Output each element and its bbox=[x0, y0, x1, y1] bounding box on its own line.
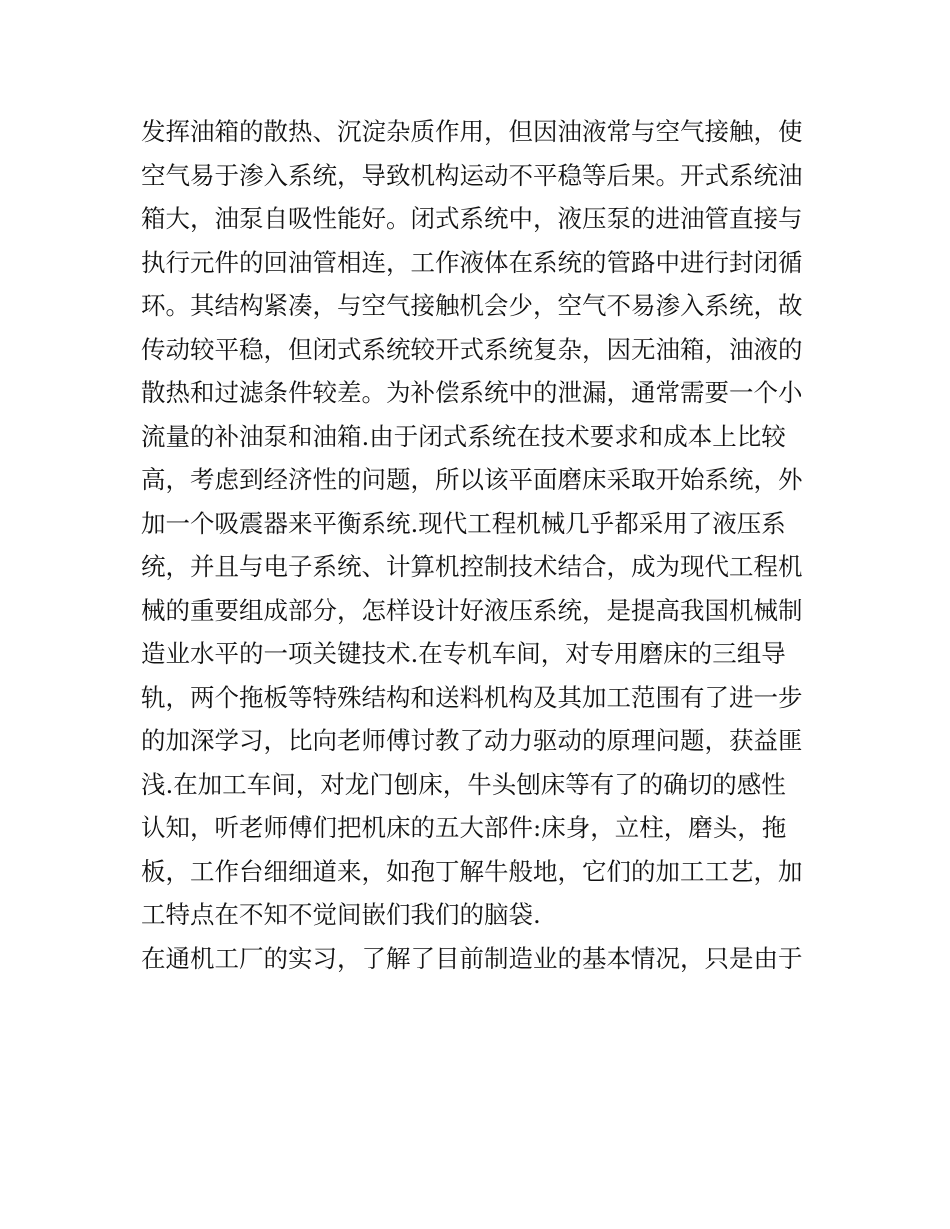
text-line: 认知，听老师傅们把机床的五大部件:床身，立柱，磨头，拖 bbox=[141, 813, 787, 842]
paragraph bbox=[141, 110, 821, 937]
text-line: 械的重要组成部分，怎样设计好液压系统，是提高我国机械制 bbox=[141, 595, 803, 625]
text-line: 流量的补油泵和油箱.由于闭式系统在技术要求和成本上比较 bbox=[141, 421, 786, 451]
text-line: 工特点在不知不觉间嵌们我们的脑袋. bbox=[141, 900, 541, 929]
text-line: 空气易于渗入系统，导致机构运动不平稳等后果。开式系统油 bbox=[141, 160, 803, 190]
text-line: 在通机工厂的实习，了解了目前制造业的基本情况，只是由于 bbox=[141, 943, 803, 973]
text-line: 执行元件的回油管相连，工作液体在系统的管路中进行封闭循 bbox=[141, 247, 803, 277]
text-line: 轨，两个拖板等特殊结构和送料机构及其加工范围有了进一步 bbox=[141, 682, 803, 712]
text-line: 传动较平稳，但闭式系统较开式系统复杂，因无油箱，油液的 bbox=[141, 334, 803, 364]
text-line: 高，考虑到经济性的问题，所以该平面磨床采取开始系统，外 bbox=[141, 465, 803, 494]
text-line: 造业水平的一项关键技术.在专机车间，对专用磨床的三组导 bbox=[141, 639, 786, 668]
paragraph bbox=[141, 937, 821, 981]
text-line: 环。其结构紧凑，与空气接触机会少，空气不易渗入系统，故 bbox=[141, 291, 803, 320]
text-line: 浅.在加工车间，对龙门刨床，牛头刨床等有了的确切的感性 bbox=[141, 769, 786, 799]
text-line: 加一个吸震器来平衡系统.现代工程机械几乎都采用了液压系 bbox=[141, 508, 786, 538]
text-line: 发挥油箱的散热、沉淀杂质作用，但因油液常与空气接触，使 bbox=[141, 117, 803, 146]
text-line: 统，并且与电子系统、计算机控制技术结合，成为现代工程机 bbox=[141, 552, 803, 581]
text-line: 板，工作台细细道来，如孢丁解牛般地，它们的加工工艺，加 bbox=[141, 856, 803, 886]
body-text bbox=[141, 110, 821, 980]
text-line: 散热和过滤条件较差。为补偿系统中的泄漏，通常需要一个小 bbox=[141, 378, 803, 407]
text-line: 箱大，油泵自吸性能好。闭式系统中，液压泵的进油管直接与 bbox=[141, 204, 803, 233]
text-line: 的加深学习，比向老师傅讨教了动力驱动的原理问题，获益匪 bbox=[141, 726, 803, 755]
